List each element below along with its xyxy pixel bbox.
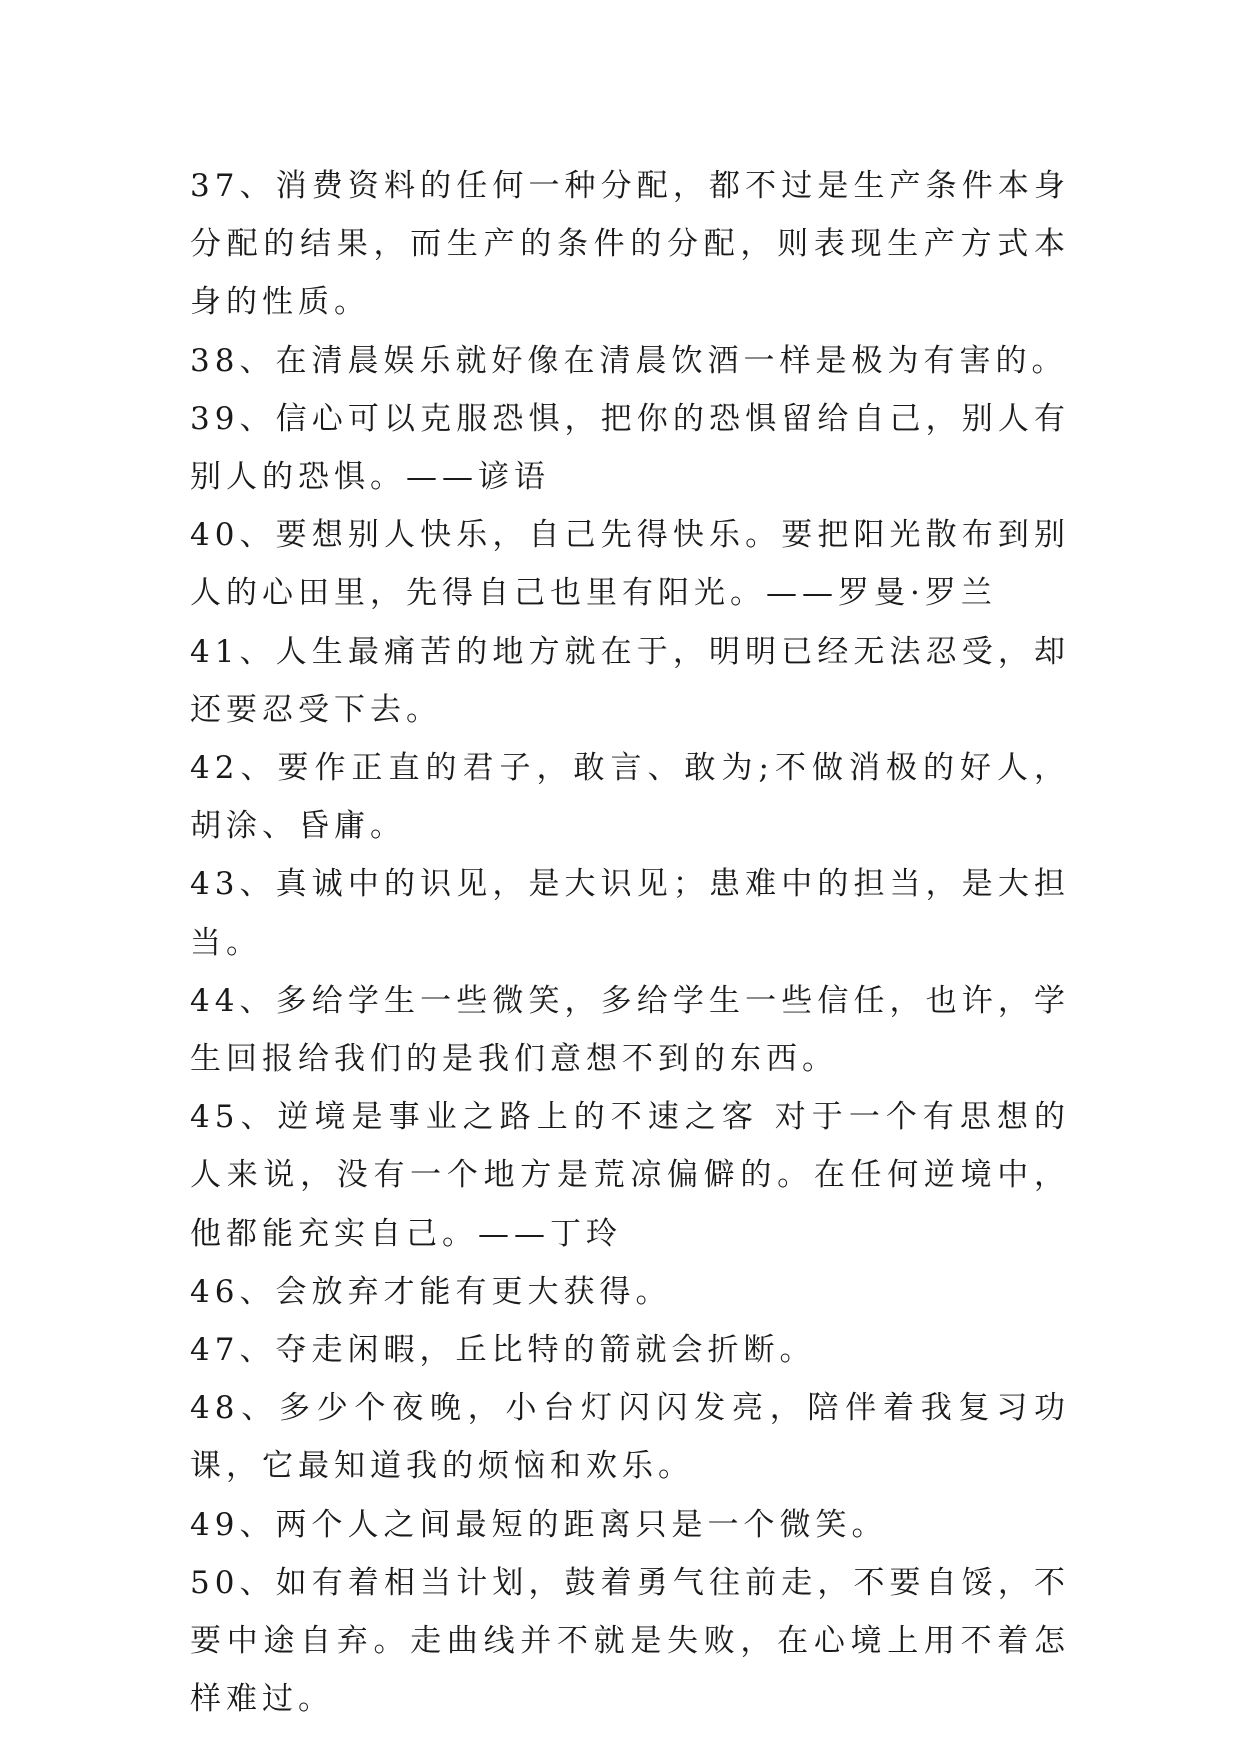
quote-50: 50、如有着相当计划，鼓着勇气往前走，不要自馁，不要中途自弃。走曲线并不就是失败，在心境上用不着怎样难过。 [190,1564,1070,1718]
quote-42: 42、要作正直的君子，敢言、敢为;不做消极的好人，胡涂、昏庸。 [190,750,1070,845]
quote-41: 41、人生最痛苦的地方就在于，明明已经无法忍受，却还要忍受下去。 [190,633,1070,728]
quote-list [190,157,1070,1728]
quote-46: 46、会放弃才能有更大获得。 [190,1273,672,1310]
quote-47: 47、夺走闲暇，丘比特的箭就会折断。 [190,1332,816,1369]
quote-45: 45、逆境是事业之路上的不速之客 对于一个有思想的人来说，没有一个地方是荒凉偏僻的。在任何逆境中，他都能充实自己。——丁玲 [190,1099,1070,1252]
quote-39: 39、信心可以克服恐惧，把你的恐惧留给自己，别人有别人的恐惧。——谚语 [190,400,1070,496]
quote-40: 40、要想别人快乐，自己先得快乐。要把阳光散布到别人的心田里，先得自己也里有阳光。——罗曼·罗兰 [190,517,1070,612]
quote-43: 43、真诚中的识见，是大识见；患难中的担当，是大担当。 [190,866,1070,961]
quote-48: 48、多少个夜晚，小台灯闪闪发亮，陪伴着我复习功课，它最知道我的烦恼和欢乐。 [190,1390,1070,1485]
quote-44: 44、多给学生一些微笑，多给学生一些信任，也许，学生回报给我们的是我们意想不到的东西。 [190,982,1070,1078]
quote-37: 37、消费资料的任何一种分配，都不过是生产条件本身分配的结果，而生产的条件的分配，则表现生产方式本身的性质。 [190,168,1070,321]
quote-38: 38、在清晨娱乐就好像在清晨饮酒一样是极为有害的。 [190,342,1068,379]
quote-49: 49、两个人之间最短的距离只是一个微笑。 [190,1506,888,1543]
